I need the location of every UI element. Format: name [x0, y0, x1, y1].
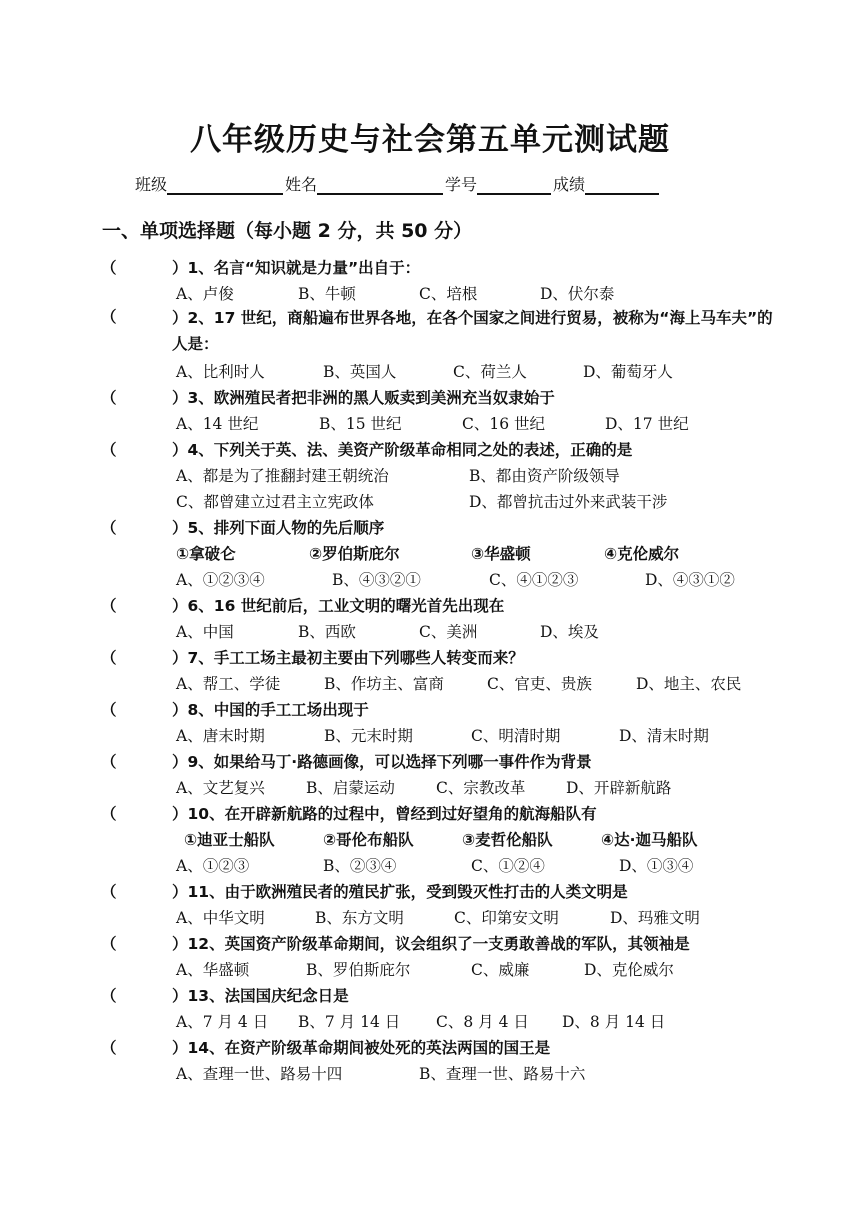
question-4 — [101, 438, 633, 460]
question-9 — [101, 750, 592, 772]
question-text: ）12、英国资产阶级革命期间，议会组织了一支勇敢善战的军队，其领袖是 — [172, 935, 690, 953]
question-text: ）4、下列关于英、法、美资产阶级革命相同之处的表述，正确的是 — [172, 441, 633, 459]
option-d: D、17 世纪 — [605, 415, 689, 433]
answer-blank[interactable]: （ — [101, 987, 117, 1005]
option-b: B、15 世纪 — [319, 415, 402, 433]
question-text: ）13、法国国庆纪念日是 — [172, 987, 349, 1005]
question-14 — [101, 1036, 551, 1058]
answer-blank[interactable]: （ — [101, 883, 117, 901]
question-12 — [101, 932, 690, 954]
option-d: D、开辟新航路 — [566, 779, 672, 797]
option-d: D、伏尔泰 — [540, 285, 615, 303]
score-label: 成绩 — [553, 175, 586, 194]
question-2 — [101, 305, 773, 353]
answer-blank[interactable]: （ — [101, 935, 117, 953]
question-text: ）3、欧洲殖民者把非洲的黑人贩卖到美洲充当奴隶始于 — [172, 389, 555, 407]
option-d: D、葡萄牙人 — [583, 363, 673, 381]
question-7 — [101, 646, 524, 668]
option-c: C、荷兰人 — [453, 363, 527, 381]
option-a: A、帮工、学徒 — [176, 675, 281, 693]
option-b: B、启蒙运动 — [306, 779, 395, 797]
option-d: D、④③①② — [645, 571, 735, 589]
answer-blank[interactable]: （ — [101, 649, 117, 667]
score-field[interactable] — [585, 177, 659, 195]
option-a: A、卢俊 — [176, 285, 234, 303]
ship-fleet-item: ④达·迦马船队 — [601, 831, 698, 849]
question-text: ）6、16 世纪前后，工业文明的曙光首先出现在 — [172, 597, 505, 615]
name-label: 姓名 — [285, 175, 318, 194]
question-text: ）8、中国的手工工场出现于 — [172, 701, 369, 719]
question-text: ）2、17 世纪，商船遍布世界各地，在各个国家之间进行贸易，被称为“海上马车夫”的人是： — [172, 309, 773, 353]
sequence-item: ②罗伯斯庇尔 — [309, 545, 400, 563]
question-text: ）14、在资产阶级革命期间被处死的英法两国的国王是 — [172, 1039, 551, 1057]
option-c: C、美洲 — [419, 623, 478, 641]
question-8 — [101, 698, 369, 720]
page-title: 八年级历史与社会第五单元测试题 — [190, 122, 670, 158]
class-label: 班级 — [135, 175, 168, 194]
question-text: ）5、排列下面人物的先后顺序 — [172, 519, 385, 537]
option-d: D、8 月 14 日 — [562, 1013, 666, 1031]
question-11 — [101, 880, 628, 902]
class-field[interactable] — [167, 177, 283, 195]
answer-blank[interactable]: （ — [101, 519, 117, 537]
ship-fleet-item: ①迪亚士船队 — [184, 831, 275, 849]
option-c: C、16 世纪 — [462, 415, 546, 433]
option-b: B、东方文明 — [315, 909, 404, 927]
answer-blank[interactable]: （ — [101, 701, 117, 719]
question-6 — [101, 594, 505, 616]
answer-blank[interactable]: （ — [101, 308, 117, 326]
option-a: A、①②③④ — [176, 571, 265, 589]
option-a: A、都是为了推翻封建王朝统治 — [176, 467, 389, 485]
option-d: D、埃及 — [540, 623, 599, 641]
question-5 — [101, 516, 385, 538]
answer-blank[interactable]: （ — [101, 597, 117, 615]
option-b: B、④③②① — [332, 571, 421, 589]
option-a: A、①②③ — [176, 857, 250, 875]
option-b: B、牛顿 — [298, 285, 356, 303]
answer-blank[interactable]: （ — [101, 389, 117, 407]
question-13 — [101, 984, 349, 1006]
option-c: C、①②④ — [471, 857, 545, 875]
option-a: A、14 世纪 — [176, 415, 259, 433]
question-1 — [101, 256, 421, 278]
option-d: D、都曾抗击过外来武装干涉 — [469, 493, 668, 511]
option-c: C、宗教改革 — [436, 779, 526, 797]
option-c: C、印第安文明 — [454, 909, 559, 927]
option-a: A、华盛顿 — [176, 961, 250, 979]
option-a: A、7 月 4 日 — [176, 1013, 269, 1031]
option-c: C、都曾建立过君主立宪政体 — [176, 493, 374, 511]
option-d: D、①③④ — [619, 857, 694, 875]
question-text: ）11、由于欧洲殖民者的殖民扩张，受到毁灭性打击的人类文明是 — [172, 883, 628, 901]
option-b: B、查理一世、路易十六 — [419, 1065, 586, 1083]
option-a: A、中华文明 — [176, 909, 265, 927]
option-d: D、清末时期 — [619, 727, 709, 745]
question-text: ）7、手工工场主最初主要由下列哪些人转变而来？ — [172, 649, 524, 667]
name-field[interactable] — [317, 177, 443, 195]
option-b: B、西欧 — [298, 623, 356, 641]
question-10 — [101, 802, 597, 824]
student-info-line — [135, 172, 661, 195]
option-c: C、威廉 — [471, 961, 530, 979]
answer-blank[interactable]: （ — [101, 805, 117, 823]
option-b: B、英国人 — [323, 363, 397, 381]
answer-blank[interactable]: （ — [101, 753, 117, 771]
student-id-field[interactable] — [477, 177, 551, 195]
sequence-item: ④克伦威尔 — [604, 545, 680, 563]
section-title: 一、单项选择题（每小题 2 分，共 50 分） — [102, 220, 473, 242]
question-3 — [101, 386, 555, 408]
answer-blank[interactable]: （ — [101, 259, 117, 277]
option-c: C、培根 — [419, 285, 478, 303]
option-b: B、都由资产阶级领导 — [469, 467, 620, 485]
option-c: C、④①②③ — [489, 571, 579, 589]
option-b: B、②③④ — [323, 857, 397, 875]
option-c: C、官吏、贵族 — [487, 675, 592, 693]
student-id-label: 学号 — [445, 175, 478, 194]
option-b: B、元末时期 — [324, 727, 413, 745]
answer-blank[interactable]: （ — [101, 441, 117, 459]
question-text: ）10、在开辟新航路的过程中，曾经到过好望角的航海船队有 — [172, 805, 597, 823]
option-b: B、7 月 14 日 — [298, 1013, 401, 1031]
ship-fleet-item: ②哥伦布船队 — [323, 831, 414, 849]
sequence-item: ①拿破仑 — [176, 545, 236, 563]
question-text: ）1、名言“知识就是力量”出自于： — [172, 259, 421, 277]
option-d: D、克伦威尔 — [584, 961, 674, 979]
option-a: A、文艺复兴 — [176, 779, 265, 797]
option-a: A、中国 — [176, 623, 234, 641]
option-b: B、作坊主、富商 — [324, 675, 444, 693]
option-a: A、比利时人 — [176, 363, 265, 381]
question-text: ）9、如果给马丁·路德画像，可以选择下列哪一事件作为背景 — [172, 753, 592, 771]
option-d: D、地主、农民 — [636, 675, 742, 693]
option-b: B、罗伯斯庇尔 — [306, 961, 411, 979]
option-a: A、查理一世、路易十四 — [176, 1065, 343, 1083]
option-a: A、唐末时期 — [176, 727, 265, 745]
ship-fleet-item: ③麦哲伦船队 — [462, 831, 553, 849]
option-c: C、明清时期 — [471, 727, 561, 745]
option-c: C、8 月 4 日 — [436, 1013, 529, 1031]
option-d: D、玛雅文明 — [610, 909, 700, 927]
answer-blank[interactable]: （ — [101, 1039, 117, 1057]
sequence-item: ③华盛顿 — [471, 545, 531, 563]
